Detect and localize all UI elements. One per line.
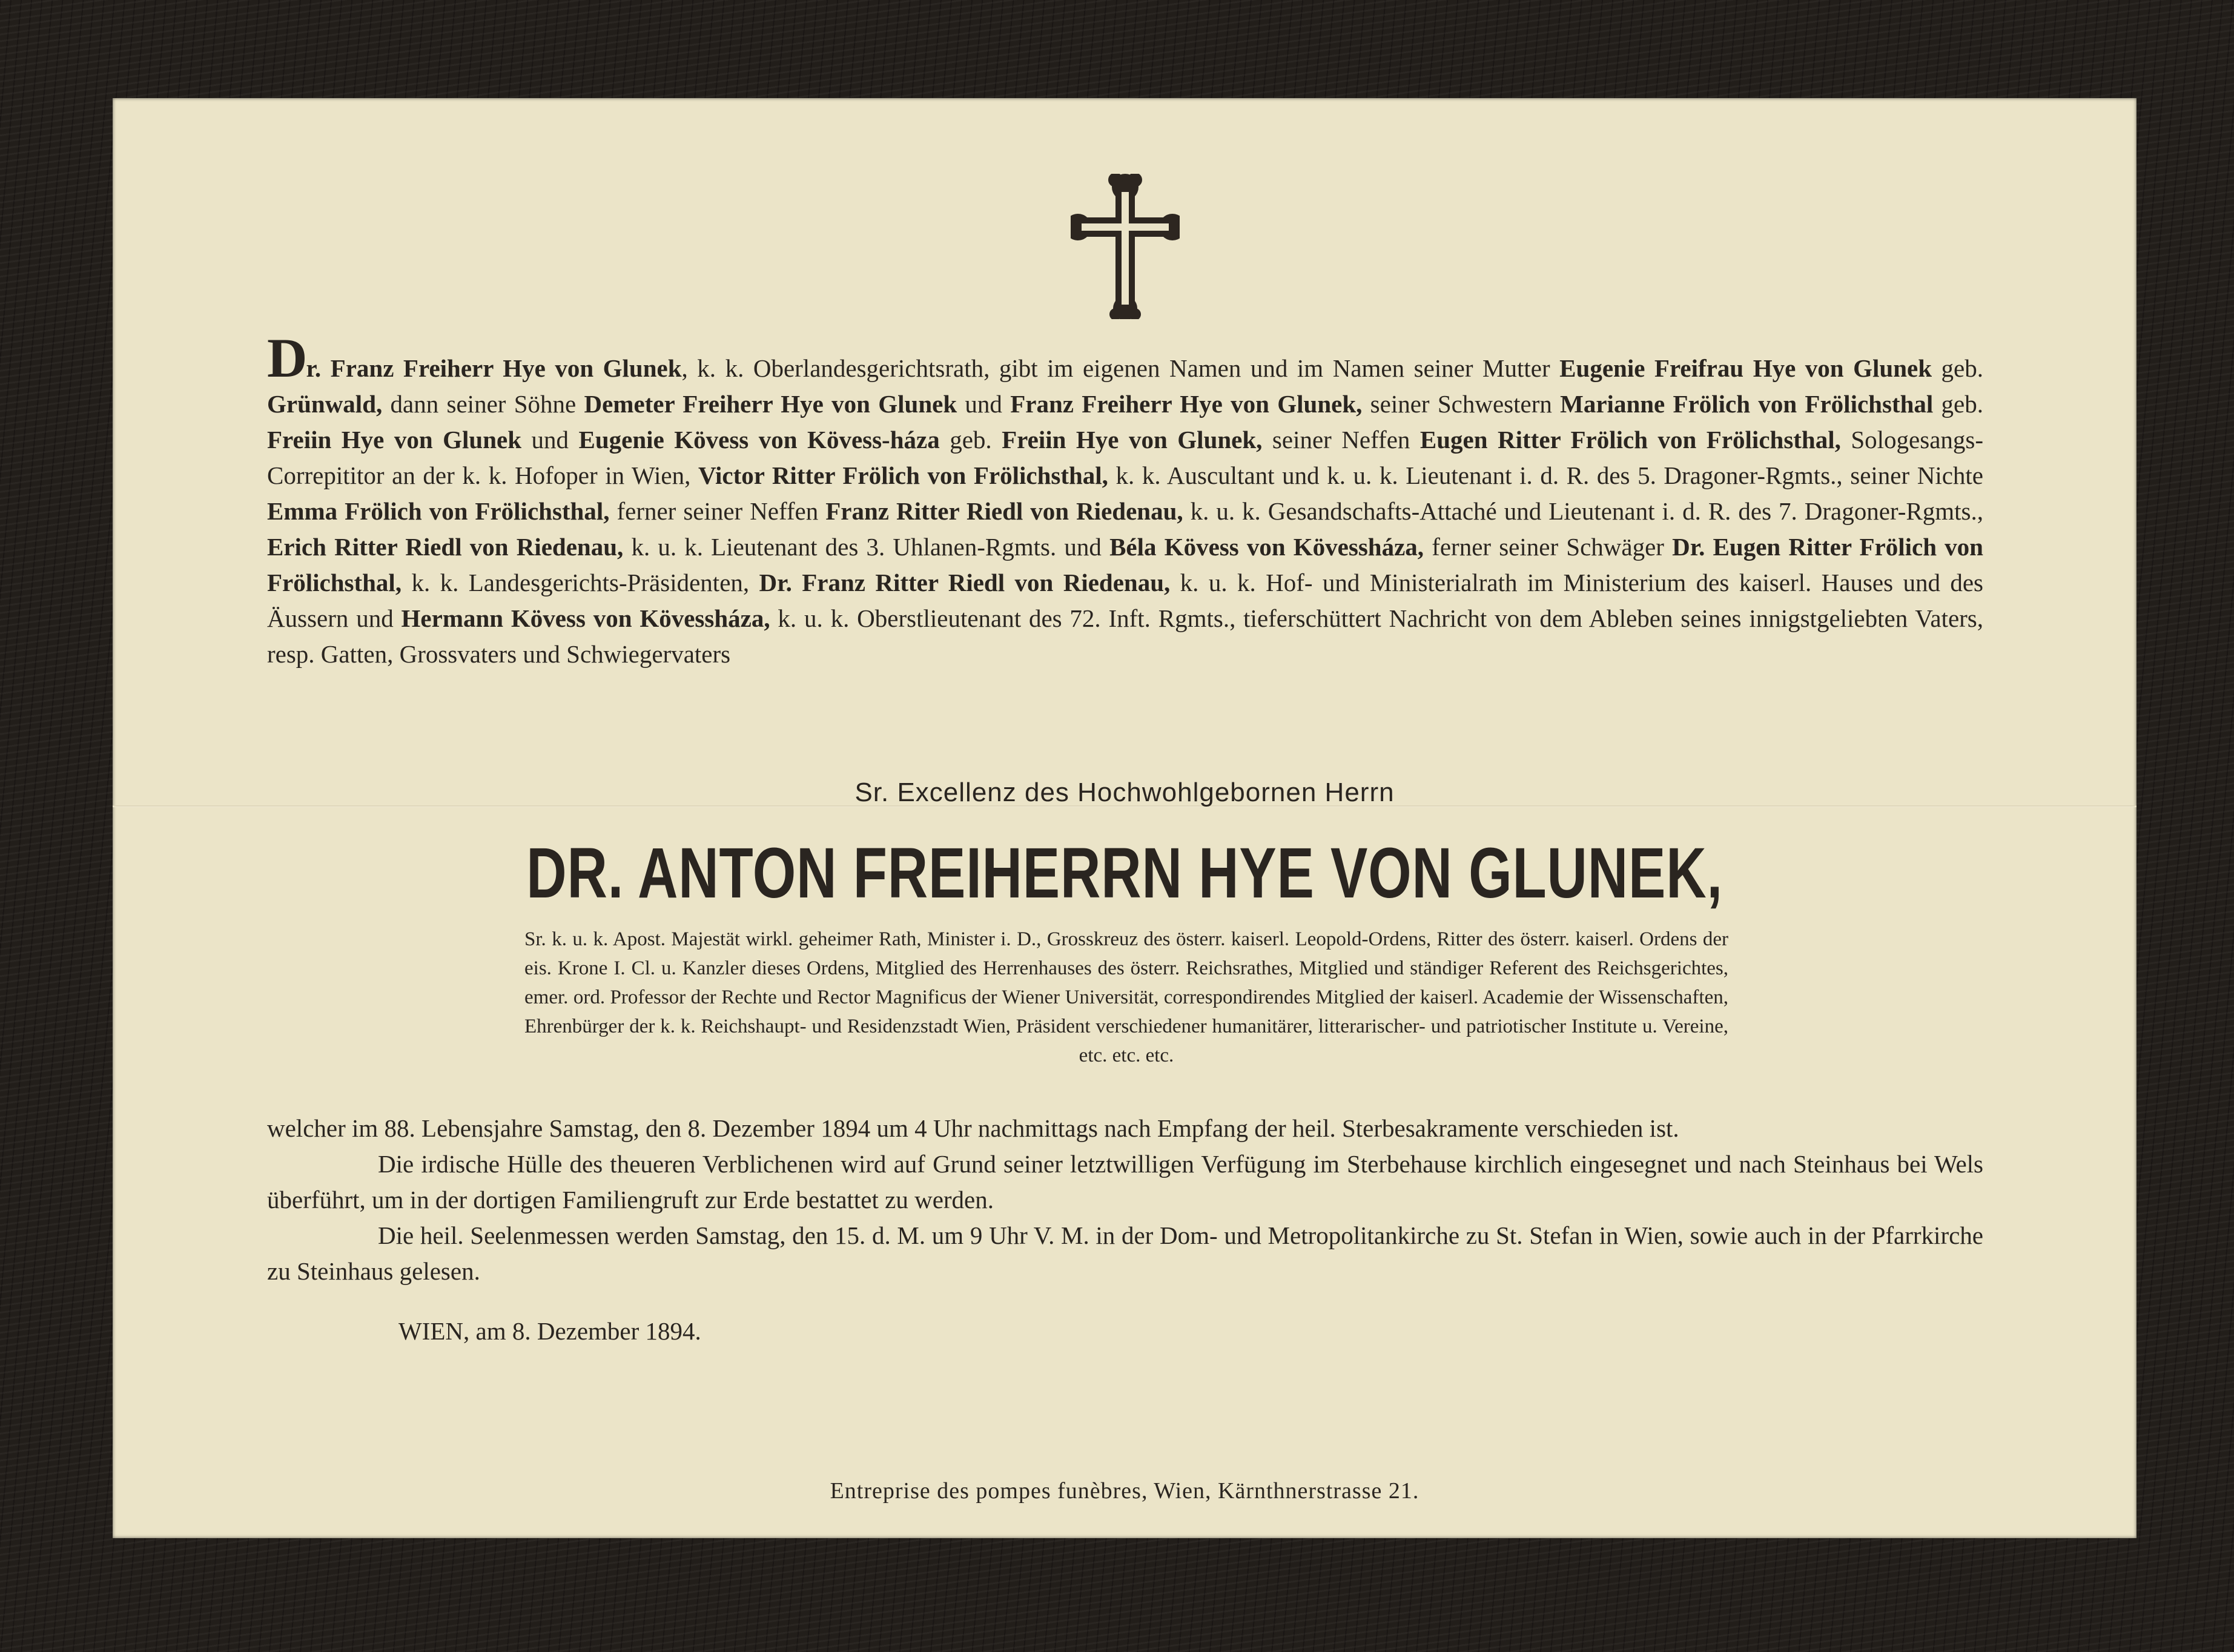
text-segment: Sologesangs-Correpititor an der k. k. Hofoper in Wien,: [267, 426, 1984, 489]
name-bold-segment: Eugenie Kövess von Kövess-háza: [578, 426, 940, 454]
text-segment: geb.: [1932, 354, 1984, 382]
burial-paragraph: Die irdische Hülle des theueren Verblichenen wird auf Grund seiner letztwilligen Verfügung im Sterbehause kirchlich eingesegnet und nach Steinhaus bei Wels überführt, um in der dortigen Familiengruft zur Erde bestattet zu werden.: [267, 1150, 1983, 1214]
text-segment: ferner seiner Neffen: [609, 497, 826, 525]
text-segment: k. u. k. Lieutenant des 3. Uhlanen-Rgmts. und: [623, 533, 1110, 561]
text-segment: , k. k. Oberlandesgerichtsrath, gibt im eigenen Namen und im Namen seiner Mutter: [681, 354, 1560, 382]
name-bold-segment: Demeter Freiherr Hye von Glunek: [584, 390, 957, 418]
name-bold-segment: Erich Ritter Riedl von Riedenau,: [267, 533, 624, 561]
name-bold-segment: Franz Ritter Riedl von Riedenau,: [825, 497, 1183, 525]
text-segment: geb.: [1933, 390, 1984, 418]
name-bold-segment: Victor Ritter Frölich von Frölichsthal,: [698, 461, 1108, 489]
name-bold-segment: Marianne Frölich von Frölichsthal: [1560, 390, 1934, 418]
text-segment: seiner Schwestern: [1362, 390, 1561, 418]
text-segment: dann seiner Söhne: [382, 390, 584, 418]
name-bold-segment: Dr. Eugen Ritter Frölich von Frölichsthal,: [267, 533, 1983, 596]
text-segment: seiner Neffen: [1262, 426, 1420, 454]
name-bold-segment: r.: [306, 354, 331, 382]
text-segment: k. u. k. Hof- und Ministerialrath im Ministerium des kaiserl. Hauses und des Äussern und: [267, 569, 1984, 632]
name-bold-segment: Eugen Ritter Frölich von Frölichsthal,: [1419, 426, 1841, 454]
name-bold-segment: Béla Kövess von Kövessháza,: [1109, 533, 1424, 561]
text-segment: k. u. k. Gesandschafts-Attaché und Lieutenant i. d. R. des 7. Dragoner-Rgmts.,: [1183, 497, 1984, 525]
text-segment: k. u. k. Oberstlieutenant des 72. Inft. Rgmts., tieferschüttert Nachricht von dem Ableben seines innigstgeliebten Vaters, resp. Gatten, Grossvaters und Schwiegervaters: [267, 604, 1984, 668]
name-bold-segment: Grünwald,: [267, 390, 383, 418]
text-segment: und: [521, 426, 579, 454]
death-paragraph: welcher im 88. Lebensjahre Samstag, den 8. Dezember 1894 um 4 Uhr nachmittags nach Empfang der heil. Sterbesakramente verschieden ist.: [267, 1114, 1679, 1142]
excellenz-line: Sr. Excellenz des Hochwohlgebornen Herrn: [854, 778, 1395, 807]
text-segment: k. k. Auscultant und k. u. k. Lieutenant i. d. R. des 5. Dragoner-Rgmts., seiner Nichte: [1108, 461, 1984, 489]
mass-paragraph: Die heil. Seelenmessen werden Samstag, den 15. d. M. um 9 Uhr V. M. in der Dom- und Metropolitankirche zu St. Stefan in Wien, sowie auch in der Pfarrkirche zu Steinhaus gelesen.: [267, 1221, 1983, 1285]
name-bold-segment: Eugenie Freifrau Hye von Glunek: [1559, 354, 1932, 382]
text-segment: k. k. Landesgerichts-Präsidenten,: [402, 569, 759, 596]
budded-cross-icon: [1071, 174, 1180, 319]
name-bold-segment: Franz Freiherr Hye von Glunek,: [1010, 390, 1363, 418]
death-notice-sheet: [113, 98, 2137, 1538]
funeral-director-footer: Entreprise des pompes funèbres, Wien, Kärnthnerstrasse 21.: [830, 1478, 1419, 1504]
drop-cap-letter: D: [267, 327, 306, 389]
closing-paragraphs: [267, 1111, 1983, 1289]
intro-text: [267, 354, 1983, 668]
name-bold-segment: Freiin Hye von Glunek: [267, 426, 522, 454]
name-bold-segment: Franz Freiherr Hye von Glunek: [330, 354, 682, 382]
deceased-name-heading: DR. ANTON FREIHERRN HYE VON GLUNEK,: [526, 833, 1723, 913]
text-segment: ferner seiner Schwäger: [1424, 533, 1673, 561]
text-segment: und: [957, 390, 1011, 418]
deceased-titles: Sr. k. u. k. Apost. Majestät wirkl. geheimer Rath, Minister i. D., Grosskreuz des österr. kaiserl. Leopold-Ordens, Ritter des österr. kaiserl. Ordens der eis. Krone I. Cl. u. Kanzler dieses Ordens, Mitglied des Herrenhauses des österr. Reichsrathes, Mitglied und ständiger Referent des Reichsgerichtes, emer. ord. Professor der Rechte und Rector Magnificus der Wiener Universität, correspondirendes Mitglied der kaiserl. Academie der Wissenschaften, Ehrenbürger der k. k. Reichshaupt- und Residenzstadt Wien, Präsident verschiedener humanitärer, litterarischer- und patriotischer Institute u. Vereine, etc. etc. etc.: [524, 928, 1728, 1066]
text-segment: geb.: [939, 426, 1002, 454]
name-bold-segment: Dr. Franz Ritter Riedl von Riedenau,: [759, 569, 1171, 596]
name-bold-segment: Emma Frölich von Frölichsthal,: [267, 497, 610, 525]
intro-paragraph: [267, 327, 1984, 672]
name-bold-segment: Freiin Hye von Glunek,: [1002, 426, 1263, 454]
name-bold-segment: Hermann Kövess von Kövessháza,: [401, 604, 770, 632]
place-date-line: WIEN, am 8. Dezember 1894.: [398, 1317, 701, 1345]
